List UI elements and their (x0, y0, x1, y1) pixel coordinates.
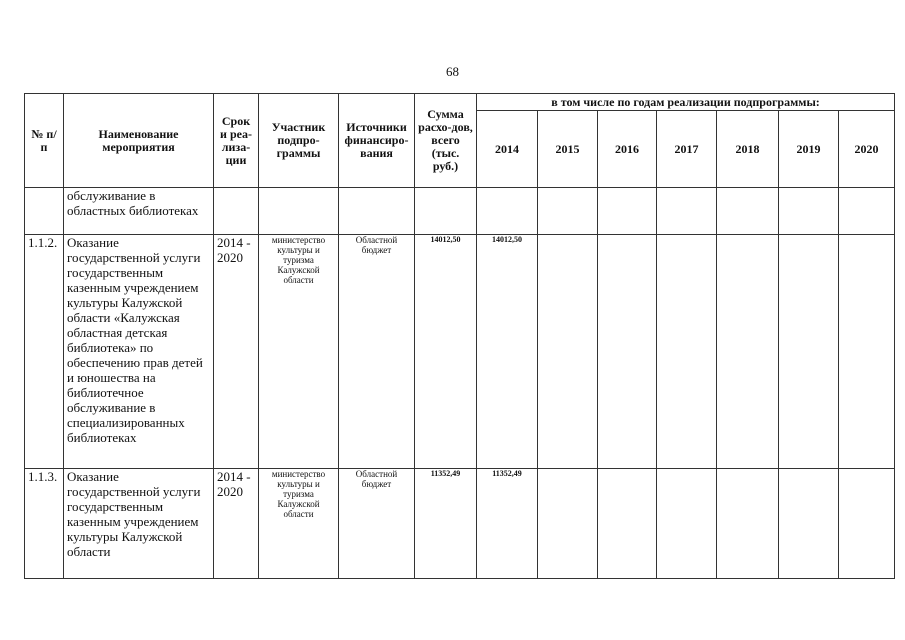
row-name: Оказание государственной услуги государственным казенным учреждением культуры Калужской области (64, 469, 214, 579)
row-total (415, 188, 477, 235)
row-total: 11352,49 (415, 469, 477, 579)
row-year-2016 (598, 188, 657, 235)
row-source: Областной бюджет (339, 235, 415, 469)
row-num: 1.1.3. (25, 469, 64, 579)
page-number: 68 (446, 64, 459, 79)
row-year-2018 (717, 469, 779, 579)
row-term: 2014 - 2020 (214, 235, 259, 469)
header-num: № п/п (25, 94, 64, 188)
row-name: обслуживание в областных библиотеках (64, 188, 214, 235)
row-year-2015 (538, 188, 598, 235)
row-source: Областной бюджет (339, 469, 415, 579)
row-year-2019 (779, 469, 839, 579)
row-year-2019 (779, 188, 839, 235)
row-term: 2014 - 2020 (214, 469, 259, 579)
row-participant: министерство культуры и туризма Калужской области (259, 469, 339, 579)
header-source: Источники финансиро-вания (339, 94, 415, 188)
row-year-2014: 14012,50 (477, 235, 538, 469)
row-year-2017 (657, 235, 717, 469)
header-year-2018: 2018 (717, 111, 779, 188)
row-participant: министерство культуры и туризма Калужской области (259, 235, 339, 469)
row-year-2017 (657, 188, 717, 235)
header-name: Наименование мероприятия (64, 94, 214, 188)
header-year-2020: 2020 (839, 111, 895, 188)
row-term (214, 188, 259, 235)
row-num: 1.1.2. (25, 235, 64, 469)
table-row (25, 235, 895, 469)
row-year-2015 (538, 235, 598, 469)
row-total: 14012,50 (415, 235, 477, 469)
header-year-2019: 2019 (779, 111, 839, 188)
row-year-2019 (779, 235, 839, 469)
row-num (25, 188, 64, 235)
header-participant: Участник подпро-граммы (259, 94, 339, 188)
header-year-2015: 2015 (538, 111, 598, 188)
table-row (25, 469, 895, 579)
row-participant (259, 188, 339, 235)
row-year-2016 (598, 235, 657, 469)
row-name: Оказание государственной услуги государственным казенным учреждением культуры Калужской области «Калужская областная детская библиотека» по обеспечению прав детей и юношества на библиотечное обслуживание в специализированных библиотеках (64, 235, 214, 469)
header-year-2016: 2016 (598, 111, 657, 188)
row-year-2016 (598, 469, 657, 579)
program-activities-table (24, 93, 895, 579)
row-year-2020 (839, 235, 895, 469)
row-year-2020 (839, 188, 895, 235)
header-year-2014: 2014 (477, 111, 538, 188)
row-year-2017 (657, 469, 717, 579)
row-source (339, 188, 415, 235)
header-years-group: в том числе по годам реализации подпрограммы: (477, 94, 895, 111)
row-year-2015 (538, 469, 598, 579)
row-year-2018 (717, 188, 779, 235)
row-year-2014: 11352,49 (477, 469, 538, 579)
row-year-2020 (839, 469, 895, 579)
row-year-2018 (717, 235, 779, 469)
table-row (25, 188, 895, 235)
table-header-row (25, 94, 895, 111)
header-year-2017: 2017 (657, 111, 717, 188)
row-year-2014 (477, 188, 538, 235)
header-total: Сумма расхо-дов, всего (тыс. руб.) (415, 94, 477, 188)
header-term: Срок и реа-лиза-ции (214, 94, 259, 188)
